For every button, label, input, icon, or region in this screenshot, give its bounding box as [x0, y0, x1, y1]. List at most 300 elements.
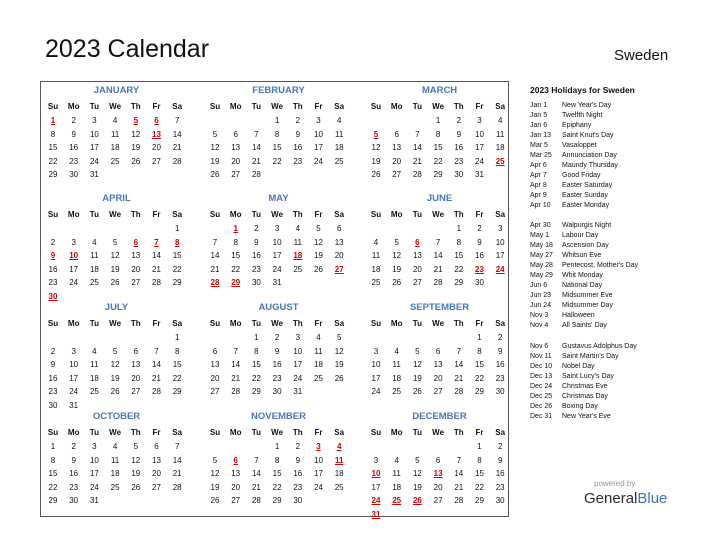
weekday-header: Fr: [314, 102, 323, 111]
weekday-header: Sa: [495, 210, 506, 219]
weekday-header: Sa: [495, 428, 506, 437]
day-cell: 29: [48, 496, 58, 506]
day-cell: 28: [454, 387, 464, 397]
holiday-row: [530, 101, 611, 110]
day-cell: 2: [456, 116, 462, 125]
day-cell: 1: [274, 116, 280, 125]
holiday-name: Midsummer Eve: [562, 292, 613, 300]
day-cell: 7: [174, 116, 180, 125]
day-cell: 1: [456, 224, 462, 233]
day-cell: 3: [497, 224, 503, 233]
holiday-row: [530, 372, 614, 381]
holiday-row: [530, 402, 598, 411]
brand-blue: Blue: [637, 490, 668, 507]
day-cell: 3: [373, 346, 379, 356]
holiday-name: Good Friday: [562, 171, 601, 179]
day-cell: 23: [69, 482, 79, 492]
day-cell: 27: [433, 387, 443, 397]
day-cell: 9: [497, 346, 503, 356]
weekday-header: Su: [209, 210, 221, 219]
day-cell: 27: [152, 156, 161, 166]
day-cell: 4: [295, 224, 301, 233]
holiday-date: Jan 5: [530, 111, 548, 119]
day-cell: 13: [433, 360, 443, 370]
day-cell: 21: [152, 373, 161, 383]
holiday-date: Nov 3: [530, 312, 549, 319]
day-cell: 24: [89, 482, 99, 492]
day-cell: 16: [69, 469, 79, 479]
day-cell: 26: [110, 387, 120, 397]
month-name: AUGUST: [258, 302, 299, 313]
month-name: FEBRUARY: [252, 85, 305, 96]
holiday-date: Dec 25: [530, 392, 553, 400]
weekday-header: Th: [130, 428, 141, 437]
holiday-row: [530, 231, 598, 240]
weekday-header: Tu: [412, 319, 422, 328]
day-cell: 8: [174, 346, 180, 356]
holiday-date: Apr 8: [530, 181, 547, 189]
day-cell: 17: [371, 482, 381, 492]
day-cell: 29: [251, 387, 261, 397]
day-cell: 18: [110, 469, 120, 479]
weekday-header: Mo: [67, 319, 80, 328]
day-cell: 5: [112, 237, 118, 247]
holiday-day-cell: 6: [133, 237, 139, 247]
day-cell: 6: [435, 346, 441, 356]
day-cell: 8: [274, 129, 280, 139]
weekday-header: Su: [209, 102, 221, 111]
holiday-day-cell: 23: [475, 264, 484, 274]
day-cell: 16: [293, 143, 303, 153]
day-cell: 7: [456, 455, 462, 465]
weekday-header: Th: [130, 319, 141, 328]
day-cell: 16: [495, 469, 505, 479]
day-cell: 28: [172, 482, 182, 492]
day-cell: 17: [272, 251, 282, 261]
holiday-date: Apr 30: [530, 222, 551, 230]
day-cell: 29: [475, 496, 484, 506]
day-cell: 3: [92, 116, 97, 125]
day-cell: 1: [477, 333, 482, 342]
day-cell: 23: [495, 482, 505, 492]
day-cell: 9: [50, 360, 56, 370]
day-cell: 13: [392, 143, 402, 153]
day-cell: 23: [69, 156, 79, 166]
day-cell: 20: [433, 482, 443, 492]
day-cell: 31: [89, 496, 99, 506]
day-cell: 7: [415, 129, 420, 139]
holiday-name: Saint Knut's Day: [562, 131, 614, 139]
day-cell: 15: [231, 251, 241, 261]
day-cell: 12: [371, 143, 381, 153]
day-cell: 15: [475, 469, 484, 479]
day-cell: 20: [131, 373, 141, 383]
day-cell: 31: [293, 387, 303, 397]
weekday-header: Sa: [172, 428, 183, 437]
day-cell: 21: [454, 373, 464, 383]
holiday-row: [530, 151, 617, 160]
weekday-header: Tu: [251, 428, 261, 437]
holiday-day-cell: 1: [50, 116, 56, 125]
day-cell: 24: [69, 387, 79, 397]
holiday-row: [530, 382, 608, 391]
holiday-name: Labour Day: [562, 232, 599, 240]
day-cell: 3: [92, 442, 97, 451]
day-cell: 8: [477, 455, 482, 465]
day-cell: 27: [210, 387, 220, 397]
day-cell: 20: [152, 143, 161, 153]
holiday-name: Twelfth Night: [562, 111, 603, 119]
weekday-header: Mo: [390, 210, 403, 219]
weekday-header: Su: [209, 319, 221, 328]
day-cell: 8: [477, 346, 482, 356]
day-cell: 6: [212, 346, 218, 356]
holiday-row: [530, 181, 612, 190]
day-cell: 4: [92, 346, 97, 356]
day-cell: 28: [412, 170, 422, 180]
holiday-row: [530, 251, 601, 260]
holiday-day-cell: 5: [133, 116, 139, 125]
day-cell: 28: [251, 170, 261, 180]
holiday-name: Easter Sunday: [562, 191, 608, 199]
day-cell: 3: [477, 116, 482, 125]
day-cell: 11: [371, 251, 381, 261]
day-cell: 24: [89, 156, 99, 166]
day-cell: 15: [251, 360, 261, 370]
day-cell: 11: [392, 469, 401, 479]
day-cell: 7: [254, 455, 259, 465]
holiday-day-cell: 24: [371, 496, 381, 506]
day-cell: 21: [454, 482, 464, 492]
weekday-header: Th: [453, 428, 464, 437]
holiday-day-cell: 7: [154, 237, 159, 247]
weekday-header: Su: [209, 428, 221, 437]
weekday-header: Su: [47, 428, 59, 437]
day-cell: 25: [392, 387, 402, 397]
day-cell: 6: [435, 455, 441, 465]
day-cell: 30: [69, 496, 79, 506]
day-cell: 2: [497, 333, 503, 342]
holiday-date: May 1: [530, 232, 550, 240]
day-cell: 17: [314, 469, 323, 479]
day-cell: 12: [392, 251, 402, 261]
day-cell: 19: [110, 264, 120, 274]
day-cell: 30: [48, 401, 58, 410]
day-cell: 9: [254, 237, 259, 247]
holiday-name: Whit Monday: [562, 272, 603, 280]
holiday-day-cell: 18: [293, 251, 303, 261]
day-cell: 26: [131, 482, 141, 492]
day-cell: 3: [295, 333, 301, 342]
day-cell: 19: [314, 251, 323, 261]
holiday-row: [530, 271, 603, 280]
day-cell: 23: [454, 156, 464, 166]
day-cell: 11: [110, 455, 120, 465]
holiday-day-cell: 5: [373, 129, 379, 139]
day-cell: 9: [295, 129, 301, 139]
day-cell: 12: [210, 143, 220, 153]
day-cell: 13: [334, 237, 344, 247]
day-cell: 18: [89, 264, 99, 274]
day-cell: 5: [316, 224, 321, 233]
weekday-header: Tu: [89, 319, 99, 328]
day-cell: 4: [112, 116, 118, 125]
day-cell: 16: [48, 264, 58, 274]
day-cell: 11: [392, 360, 401, 370]
holiday-date: Nov 11: [530, 352, 552, 360]
day-cell: 25: [89, 278, 99, 288]
day-cell: 15: [475, 360, 484, 370]
day-cell: 15: [454, 251, 464, 261]
weekday-header: We: [109, 319, 122, 328]
weekday-header: Th: [130, 210, 141, 219]
day-cell: 31: [89, 170, 99, 180]
day-cell: 4: [394, 346, 399, 356]
day-cell: 3: [71, 346, 76, 356]
day-cell: 1: [174, 224, 180, 233]
holiday-name: New Year's Day: [562, 102, 612, 109]
day-cell: 6: [233, 129, 238, 139]
day-cell: 21: [152, 264, 161, 274]
day-cell: 2: [254, 224, 259, 233]
holiday-name: Vasaloppet: [562, 141, 597, 149]
day-cell: 10: [495, 237, 505, 247]
day-cell: 11: [293, 237, 302, 247]
day-cell: 9: [497, 455, 503, 465]
day-cell: 8: [50, 455, 56, 465]
day-cell: 14: [210, 251, 220, 261]
day-cell: 25: [110, 482, 120, 492]
weekday-header: Tu: [89, 210, 99, 219]
day-cell: 8: [435, 129, 441, 139]
day-cell: 10: [314, 455, 323, 465]
weekday-header: We: [109, 428, 122, 437]
day-cell: 2: [477, 224, 482, 233]
weekday-header: Sa: [334, 210, 345, 219]
day-cell: 30: [495, 387, 505, 397]
day-cell: 19: [110, 373, 120, 383]
day-cell: 20: [231, 156, 241, 166]
day-cell: 10: [371, 360, 381, 370]
weekday-header: Mo: [390, 428, 403, 437]
day-cell: 7: [174, 442, 180, 451]
holiday-date: May 27: [530, 252, 553, 260]
day-cell: 20: [152, 469, 161, 479]
weekday-header: Sa: [334, 319, 345, 328]
day-cell: 7: [212, 237, 218, 247]
day-cell: 5: [336, 333, 342, 342]
weekday-header: Sa: [172, 319, 183, 328]
day-cell: 19: [210, 156, 220, 166]
weekday-header: Su: [47, 319, 59, 328]
day-cell: 19: [412, 482, 422, 492]
day-cell: 13: [231, 469, 241, 479]
day-cell: 18: [110, 143, 120, 153]
day-cell: 11: [335, 129, 344, 139]
day-cell: 24: [272, 264, 282, 274]
month-name: MAY: [268, 193, 289, 204]
month-name: JUNE: [426, 193, 453, 204]
day-cell: 23: [293, 482, 303, 492]
holiday-day-cell: 10: [371, 469, 381, 479]
generalblue-logo[interactable]: [584, 490, 667, 507]
holiday-name: Midsummer Day: [562, 302, 613, 310]
holiday-row: [530, 131, 614, 140]
day-cell: 7: [435, 237, 441, 247]
day-cell: 3: [71, 237, 76, 247]
holiday-date: Mar 5: [530, 141, 548, 149]
weekday-header: Su: [370, 210, 382, 219]
holiday-day-cell: 24: [495, 264, 505, 274]
day-cell: 13: [131, 360, 141, 370]
holiday-name: Saint Lucy's Day: [562, 372, 614, 380]
holiday-row: [530, 171, 601, 180]
day-cell: 12: [110, 360, 120, 370]
holiday-date: Jun 6: [530, 282, 548, 290]
day-cell: 8: [456, 237, 462, 247]
weekday-header: Mo: [67, 210, 80, 219]
holiday-date: Apr 10: [530, 201, 551, 209]
day-cell: 21: [251, 482, 261, 492]
day-cell: 2: [295, 116, 301, 125]
holiday-day-cell: 28: [210, 278, 220, 288]
day-cell: 21: [210, 264, 220, 274]
day-cell: 27: [152, 482, 161, 492]
day-cell: 6: [336, 224, 342, 233]
day-cell: 9: [274, 346, 280, 356]
day-cell: 22: [433, 156, 443, 166]
weekday-header: Su: [370, 319, 382, 328]
day-cell: 18: [495, 143, 505, 153]
day-cell: 25: [314, 373, 323, 383]
day-cell: 19: [131, 469, 141, 479]
day-cell: 3: [373, 455, 379, 465]
day-cell: 25: [334, 156, 344, 166]
day-cell: 24: [314, 482, 323, 492]
weekday-header: Mo: [229, 428, 242, 437]
holiday-date: Nov 6: [530, 342, 549, 350]
holiday-day-cell: 8: [174, 237, 180, 247]
month-name: JANUARY: [93, 85, 140, 96]
weekday-header: Sa: [495, 319, 506, 328]
holiday-row: [530, 261, 638, 270]
day-cell: 1: [174, 333, 180, 342]
day-cell: 29: [454, 278, 464, 288]
weekday-header: Tu: [412, 210, 422, 219]
weekday-header: Tu: [412, 102, 422, 111]
day-cell: 14: [454, 469, 464, 479]
weekday-header: Tu: [412, 428, 422, 437]
day-cell: 7: [233, 346, 238, 356]
weekday-header: Sa: [172, 210, 183, 219]
day-cell: 11: [110, 129, 120, 139]
day-cell: 31: [69, 401, 79, 410]
holiday-date: Apr 6: [530, 161, 547, 169]
weekday-header: Th: [292, 102, 303, 111]
day-cell: 17: [475, 143, 484, 153]
weekday-header: We: [271, 102, 284, 111]
day-cell: 28: [152, 387, 161, 397]
holiday-day-cell: 9: [50, 251, 56, 261]
holiday-name: Christmas Eve: [562, 382, 608, 390]
holiday-day-cell: 11: [334, 455, 344, 465]
day-cell: 13: [231, 143, 241, 153]
weekday-header: Tu: [89, 428, 99, 437]
day-cell: 17: [69, 373, 79, 383]
day-cell: 27: [412, 278, 422, 288]
weekday-header: Th: [292, 428, 303, 437]
day-cell: 16: [454, 143, 464, 153]
holiday-name: Nobel Day: [562, 362, 595, 370]
day-cell: 27: [131, 387, 141, 397]
holiday-row: [530, 121, 591, 130]
holiday-row: [530, 241, 609, 250]
weekday-header: We: [432, 210, 445, 219]
day-cell: 1: [254, 333, 259, 342]
day-cell: 9: [456, 129, 462, 139]
weekday-header: Mo: [229, 210, 242, 219]
day-cell: 18: [371, 264, 381, 274]
day-cell: 26: [314, 264, 323, 274]
day-cell: 27: [433, 496, 443, 506]
month-name: NOVEMBER: [251, 411, 306, 422]
day-cell: 26: [110, 278, 120, 288]
day-cell: 14: [251, 469, 261, 479]
holiday-date: Mar 25: [530, 151, 552, 159]
day-cell: 16: [48, 373, 58, 383]
holiday-name: Christmas Day: [562, 392, 608, 400]
day-cell: 26: [334, 373, 344, 383]
day-cell: 17: [89, 143, 99, 153]
day-cell: 16: [495, 360, 505, 370]
day-cell: 28: [152, 278, 161, 288]
holiday-date: Nov 4: [530, 321, 549, 329]
day-cell: 19: [371, 156, 381, 166]
day-cell: 25: [334, 482, 344, 492]
day-cell: 14: [152, 360, 161, 370]
day-cell: 10: [89, 129, 99, 139]
day-cell: 18: [392, 373, 402, 383]
holiday-day-cell: 26: [412, 496, 422, 506]
day-cell: 5: [394, 237, 399, 247]
holiday-day-cell: 25: [495, 156, 505, 166]
day-cell: 10: [293, 346, 303, 356]
holiday-row: [530, 111, 602, 120]
weekday-header: Fr: [314, 428, 323, 437]
weekday-header: Fr: [152, 428, 161, 437]
day-cell: 25: [293, 264, 303, 274]
day-cell: 1: [50, 442, 56, 451]
day-cell: 13: [412, 251, 422, 261]
day-cell: 13: [210, 360, 220, 370]
day-cell: 21: [172, 143, 182, 153]
day-cell: 22: [231, 264, 241, 274]
weekday-header: Mo: [229, 319, 242, 328]
day-cell: 29: [172, 278, 182, 288]
day-cell: 24: [314, 156, 323, 166]
day-cell: 25: [89, 387, 99, 397]
day-cell: 25: [371, 278, 381, 288]
day-cell: 30: [272, 387, 282, 397]
day-cell: 3: [274, 224, 280, 233]
day-cell: 15: [272, 469, 282, 479]
holiday-day-cell: 13: [152, 129, 161, 139]
weekday-header: Mo: [390, 319, 403, 328]
day-cell: 4: [373, 237, 379, 247]
day-cell: 10: [272, 237, 282, 247]
weekday-header: Fr: [152, 102, 161, 111]
weekday-header: Tu: [251, 210, 261, 219]
